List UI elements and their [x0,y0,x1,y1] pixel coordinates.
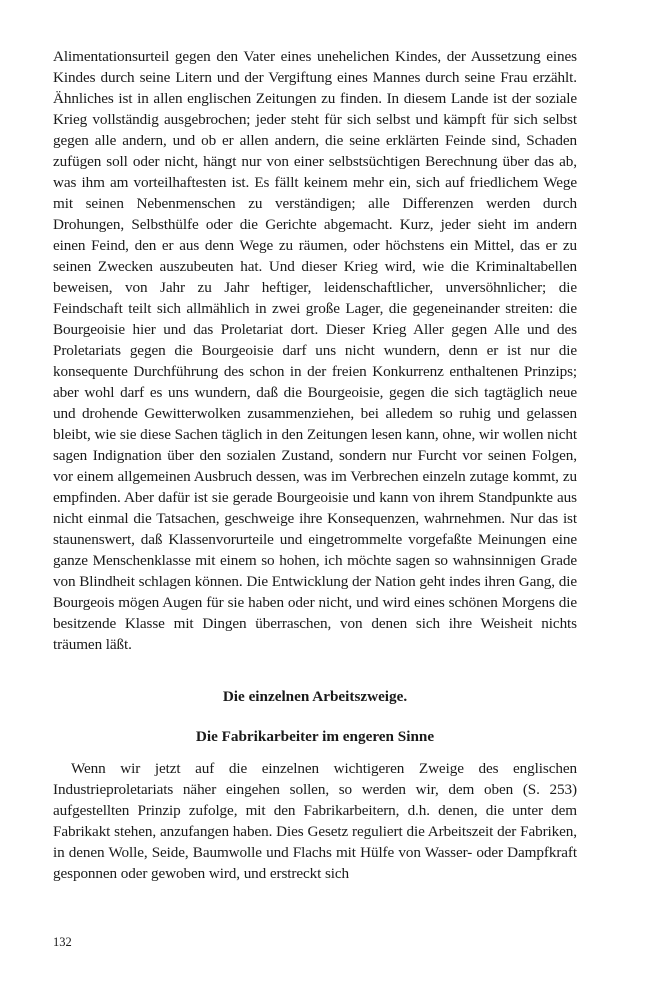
body-paragraph-2: Wenn wir jetzt auf die einzelnen wichtigeren Zweige des englischen Industrieproletariats näher eingehen sollen, so werden wir, dem oben (S. 253) aufgestellten Prinzip zufolge, mit den Fabrikarbeitern, d.h. denen, die unter dem Fabrikakt stehen, anzufangen haben. Dies Gesetz reguliert die Arbeitszeit der Fabriken, in denen Wolle, Seide, Baumwolle und Flachs mit Hülfe von Wasser- oder Dampfkraft gesponnen oder gewoben wird, und erstreckt sich [53,760,577,882]
subsection-heading: Die Fabrikarbeiter im engeren Sinne [195,728,435,745]
section-heading: Die einzelnen Arbeitszweige. [222,688,408,705]
page-body [53,46,577,884]
page-number: 132 [53,935,72,949]
body-paragraph-1: Alimentationsurteil gegen den Vater eines unehelichen Kindes, der Aussetzung eines Kindes durch seine Litern und der Vergiftung eines Mannes durch seine Frau erzählt. Ähnliches ist in allen englischen Zeitungen zu finden. In diesem Lande ist der soziale Krieg vollständig ausgebrochen; jeder steht für sich selbst und kämpft für sich selbst gegen alle andern, und ob er allen andern, die seine erklärten Feinde sind, Schaden zufügen soll oder nicht, hängt nur von einer selbstsüchtigen Berechnung über das ab, was ihm am vorteilhaftesten ist. Es fällt keinem mehr ein, sich auf friedlichem Wege mit seinen Nebenmenschen zu verständigen; alle Differenzen werden durch Drohungen, Selbsthülfe oder die Gerichte abgemacht. Kurz, jeder sieht im andern einen Feind, den er aus denn Wege zu räumen, oder höchstens ein Mittel, das er zu seinen Zwecken auszubeuten hat. Und dieser Krieg wird, wie die Kriminaltabellen beweisen, von Jahr zu Jahr heftiger, leidenschaftlicher, unversöhnlicher; die Feindschaft teilt sich allmählich in zwei große Lager, die gegeneinander streiten: die Bourgeoisie hier und das Proletariat dort. Dieser Krieg Aller gegen Alle und des Proletariats gegen die Bourgeoisie darf uns nicht wundern, denn er ist nur die konsequente Durchführung des schon in der freien Konkurrenz enthaltenen Prinzips; aber wohl darf es uns wundern, daß die Bourgeoisie, gegen die sich tagtäglich neue und drohende Gewitterwolken zusammenziehen, bei alledem so ruhig und gelassen bleibt, wie sie diese Sachen täglich in den Zeitungen lesen kann, ohne, wir wollen nicht sagen Indignation über den sozialen Zustand, sondern nur Furcht vor seinen Folgen, vor einem allgemeinen Ausbruch dessen, was im Verbrechen einzeln zutage kommt, zu empfinden. Aber dafür ist sie gerade Bourgeoisie und kann von ihrem Standpunkte aus nicht einmal die Tatsachen, geschweige ihre Konsequenzen, wahrnehmen. Nur das ist staunenswert, daß Klassenvorurteile und eingetrommelte vorgefaßte Meinungen eine ganze Menschenklasse mit einem so hohen, ich möchte sagen so wahnsinnigen Grade von Blindheit schlagen können. Die Entwicklung der Nation geht indes ihren Gang, die Bourgeois mögen Augen für sie haben oder nicht, und wird eines schönen Morgens die besitzende Klasse mit Dingen überraschen, von denen sich ihre Weisheit nichts träumen läßt. [53,48,577,653]
